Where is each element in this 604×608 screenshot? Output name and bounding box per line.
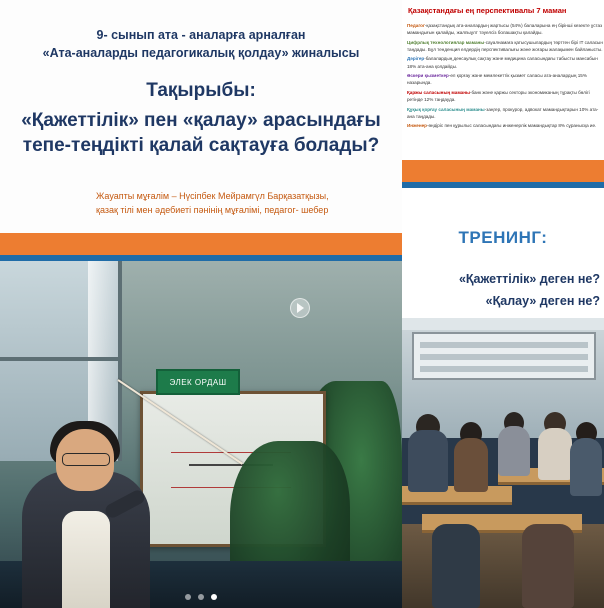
- profession-text: -заңгер, прокурор, адвокат мамандықтарын 10% ата-ана таңдады.: [407, 106, 599, 119]
- profession-item: [407, 122, 604, 129]
- profession-item: [407, 39, 604, 53]
- profession-item: [407, 106, 604, 120]
- orange-divider-band: [0, 233, 402, 255]
- profession-text: -ел қорғау және мемлекеттік қызмет саласы ата-аналардың 15% назарында.: [407, 73, 587, 86]
- credit-line-2: қазақ тілі мен әдебиеті пәнінің мұғалімі, педагог- шебер: [96, 204, 329, 215]
- wallboard-row: [420, 366, 588, 372]
- photo-teacher-glasses: [62, 453, 110, 466]
- profession-text: -банк және қаржы секторы экономиканың тұрақты бөлігі ретінде 12% таңдауда.: [407, 89, 590, 102]
- student-figure-foreground: [522, 524, 574, 608]
- carousel-dot-2[interactable]: [198, 594, 204, 600]
- training-question-1: «Қажеттілік» деген не?: [458, 272, 600, 286]
- wallboard-row: [420, 354, 588, 360]
- play-icon[interactable]: [290, 298, 310, 318]
- right-slide-profession-list: [407, 22, 604, 132]
- profession-item: [407, 72, 604, 86]
- training-question-2: «Қалау» деген не?: [485, 294, 600, 308]
- profession-item: [407, 55, 604, 69]
- heading-line-2: «Ата-аналарды педагогикалық қолдау» жиналысы: [42, 46, 360, 61]
- slide-left-topic: [12, 78, 390, 159]
- profession-key: Инженер: [407, 123, 427, 129]
- students-photo-ceiling: [402, 318, 604, 330]
- profession-key: Қаржы саласының маманы: [407, 89, 470, 95]
- topic-label: Тақырыбы:: [146, 80, 256, 101]
- profession-key: Цифрлық технологиялар маманы: [407, 39, 485, 45]
- profession-key: Құқық қорғау саласының маманы: [407, 106, 485, 112]
- profession-text: -сауалнамаға қатысушылардың төрттен бірі IT саласын таңдады. Бұл тенденция елдердің перспективалығы және жоғары жалақымен байланысты.: [407, 39, 603, 52]
- right-slide-title: Қазақстандағы ең перспективалы 7 маман: [408, 6, 567, 15]
- student-figure: [454, 438, 488, 492]
- profession-item: [407, 89, 604, 103]
- student-figure: [498, 426, 530, 476]
- topic-line-2: тепе-теңдікті қалай сақтауға болады?: [22, 135, 380, 157]
- students-photo-wallboard: [412, 332, 596, 380]
- profession-text: -қазақстандық ата-аналардың жартысы (54%) балаларына ең бірінші кезекте ұстаз мамандығын қалайды, жалпыұлт тәуелсіз болашақты қалайды.: [407, 23, 603, 36]
- classroom-teacher-photo: [0, 261, 402, 608]
- credit-line-1: Жауапты мұғалім – Нүсіпбек Мейрамгүл Барқазатқызы,: [96, 191, 329, 201]
- student-figure: [570, 438, 602, 496]
- right-blue-divider-band: [402, 182, 604, 188]
- slide-left-credit: [96, 190, 390, 218]
- carousel-dot-1[interactable]: [185, 594, 191, 600]
- photo-green-poster: ЭЛЕК ОРДАШ: [156, 369, 240, 395]
- classroom-students-photo: [402, 318, 604, 608]
- profession-text: -өндіріс пен құрылыс саласындағы инженерлік мамандықтар 8% сұранысқа ие.: [426, 123, 597, 129]
- training-heading: ТРЕНИНГ:: [458, 228, 548, 247]
- wallboard-row: [420, 342, 588, 348]
- profession-key: Педагог: [407, 23, 425, 28]
- topic-line-1: «Қажеттілік» пен «қалау» арасындағы: [21, 109, 381, 131]
- student-figure-foreground: [432, 524, 480, 608]
- student-figure: [408, 430, 448, 492]
- profession-text: -балалардың денсаулық сақтау және медицина саласындағы табысты мансабын 18% ата-ана қолдайды.: [407, 56, 598, 69]
- profession-key: Дәрігер: [407, 56, 425, 62]
- slide-right[interactable]: [402, 0, 604, 608]
- heading-line-1: 9- сынып ата - аналарға арналған: [96, 28, 306, 42]
- carousel-dots[interactable]: [0, 594, 402, 600]
- student-figure: [538, 428, 572, 480]
- slide-left-heading: [20, 26, 382, 62]
- profession-item: [407, 22, 604, 36]
- carousel-dot-3[interactable]: [211, 594, 217, 600]
- right-orange-divider-band: [402, 160, 604, 182]
- profession-key: Әскери қызметкер: [407, 73, 449, 79]
